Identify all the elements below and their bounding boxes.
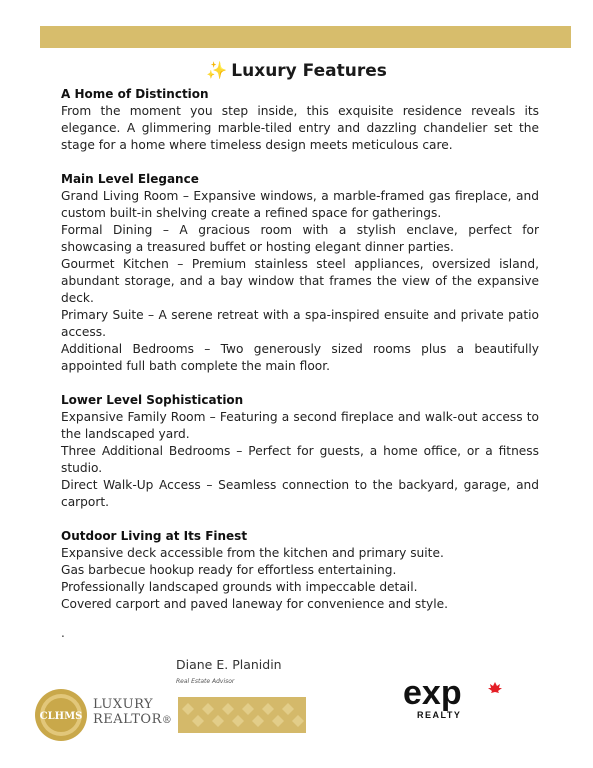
exp-realty-logo <box>401 674 511 724</box>
section-heading: Lower Level Sophistication <box>61 393 244 407</box>
section-main-level <box>61 171 539 375</box>
decorative-pattern <box>178 697 306 733</box>
feature-gourmet-kitchen: Gourmet Kitchen – Premium stainless steel appliances, oversized island, abundant storage, and a bay window that frames the view of the expansive deck. <box>61 257 539 305</box>
section-lower-level <box>61 392 539 511</box>
clhms-seal-logo <box>34 688 88 742</box>
feature-barbecue: Gas barbecue hookup ready for effortless entertaining. <box>61 563 397 577</box>
feature-three-bedrooms: Three Additional Bedrooms – Perfect for guests, a home office, or a fitness studio. <box>61 444 539 475</box>
section-heading: Outdoor Living at Its Finest <box>61 529 248 543</box>
page-title <box>0 61 593 81</box>
exp-wordmark: exp <box>403 674 462 712</box>
agent-title: Real Estate Advisor <box>176 678 235 685</box>
feature-carport: Covered carport and paved laneway for convenience and style. <box>61 597 449 611</box>
feature-deck: Expansive deck accessible from the kitchen and primary suite. <box>61 546 444 560</box>
feature-landscaping: Professionally landscaped grounds with impeccable detail. <box>61 580 418 594</box>
feature-walk-up-access: Direct Walk-Up Access – Seamless connection to the backyard, garage, and carport. <box>61 478 539 509</box>
feature-additional-bedrooms: Additional Bedrooms – Two generously sized rooms plus a beautifully appointed full bath complete the main floor. <box>61 342 539 373</box>
realtor-line: REALTOR® <box>93 712 173 727</box>
section-home-of-distinction <box>61 86 539 154</box>
document-body <box>61 86 539 630</box>
section-heading: A Home of Distinction <box>61 87 209 101</box>
sparkles-icon: ✨ <box>206 61 228 81</box>
feature-formal-dining: Formal Dining – A gracious room with a stylish enclave, perfect for showcasing a treasured buffet or hosting elegant dinner parties. <box>61 223 539 254</box>
luxury-realtor-logo <box>93 697 173 728</box>
feature-grand-living: Grand Living Room – Expansive windows, a marble-framed gas fireplace, and custom built-in shelving create a refined space for gatherings. <box>61 189 539 220</box>
maple-leaf-icon <box>488 682 502 693</box>
section-outdoor-living <box>61 528 539 613</box>
agent-name: Diane E. Planidin <box>176 657 282 672</box>
realty-wordmark: REALTY <box>417 710 462 720</box>
stray-dot: . <box>61 626 65 640</box>
header-gold-bar <box>40 26 571 48</box>
seal-text: CLHMS <box>39 711 83 722</box>
feature-family-room: Expansive Family Room – Featuring a second fireplace and walk-out access to the landscaped yard. <box>61 410 539 441</box>
section-heading: Main Level Elegance <box>61 172 199 186</box>
section-paragraph: From the moment you step inside, this exquisite residence reveals its elegance. A glimmering marble-tiled entry and dazzling chandelier set the stage for a home where timeless design meets meticulous care. <box>61 104 539 152</box>
feature-primary-suite: Primary Suite – A serene retreat with a spa-inspired ensuite and private patio access. <box>61 308 539 339</box>
page-title-text: Luxury Features <box>231 61 387 81</box>
luxury-line: LUXURY <box>93 697 154 712</box>
